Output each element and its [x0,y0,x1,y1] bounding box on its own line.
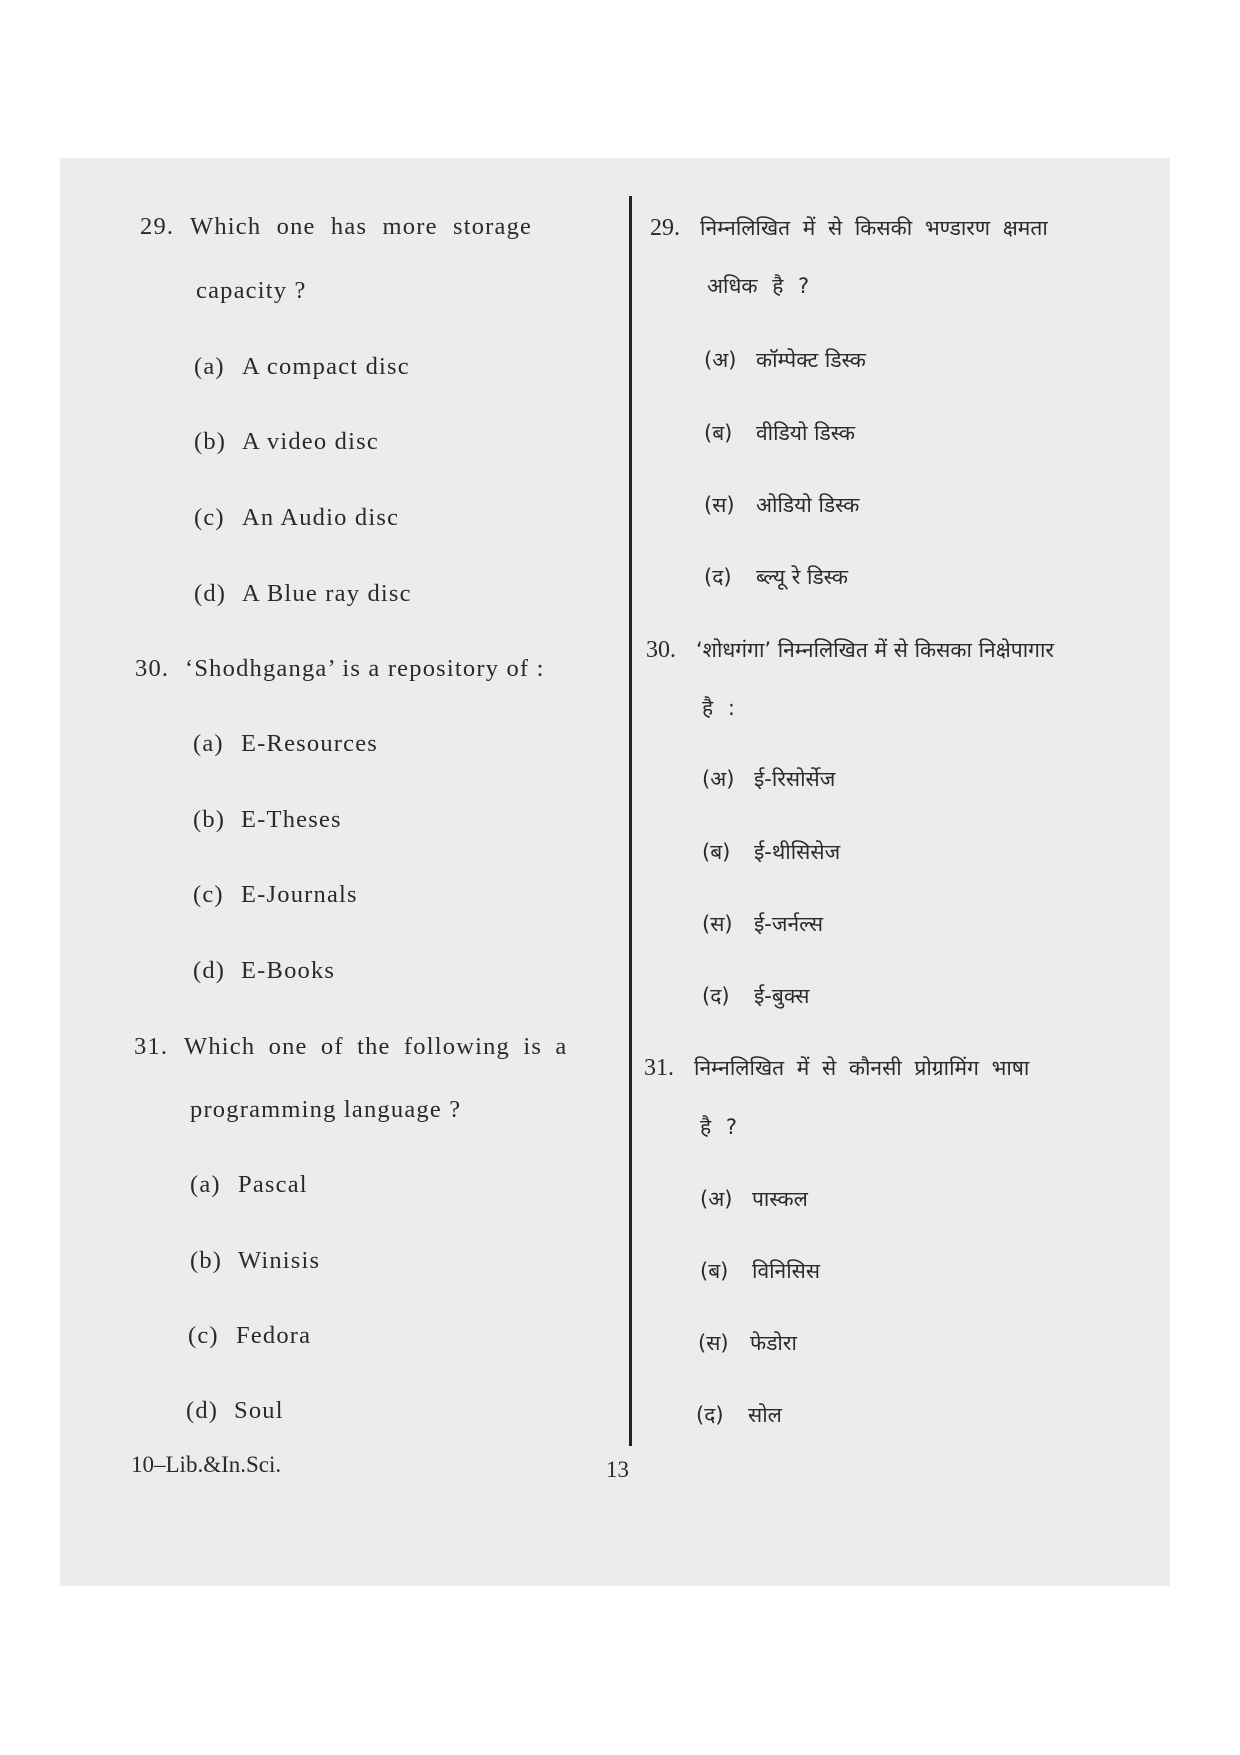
option-b: (ब) वीडियो डिस्क [704,421,856,445]
option-b: (ब) विनिसिस [700,1259,821,1283]
option-d: (d) Soul [186,1397,284,1424]
question-text: ‘Shodhganga’ is a repository of : [185,655,545,682]
option-b: (ब) ई-थीसिसेज [702,840,841,864]
question-29-hi-line2: अधिक है ? [707,274,810,298]
question-text: निम्नलिखित में से कौनसी प्रोग्रामिंग भाषा [694,1056,1030,1080]
option-b: (b) E-Theses [193,806,342,833]
question-text: Which one has more storage [190,213,533,240]
question-31-en-line2: programming language ? [190,1096,462,1123]
option-a: (a) Pascal [190,1171,308,1198]
option-d: (द) ब्ल्यू रे डिस्क [704,565,848,589]
question-number: 30. [135,655,170,682]
question-29-en-line2: capacity ? [196,277,307,304]
subject-code: 10–Lib.&In.Sci. [131,1452,282,1477]
column-divider [629,196,632,1446]
question-30-en [135,655,545,683]
option-d: (द) सोल [696,1403,782,1427]
option-a: (अ) ई-रिसोर्सेज [702,767,836,791]
option-c: (c) E-Journals [193,881,358,908]
question-number: 29. [140,213,175,240]
option-c: (c) Fedora [188,1322,312,1349]
option-d: (द) ई-बुक्स [702,984,810,1008]
question-number: 31. [644,1055,674,1081]
question-31-hi [644,1054,1029,1082]
question-29-en [140,213,532,241]
option-d: (d) A Blue ray disc [194,580,412,607]
question-30-hi-line2: है : [702,696,735,720]
option-b: (b) Winisis [190,1247,321,1274]
page-number: 13 [606,1457,629,1482]
option-a: (अ) पास्कल [700,1187,808,1211]
question-number: 31. [134,1033,169,1060]
question-text: Which one of the following is a [184,1033,568,1060]
option-d: (d) E-Books [193,957,336,984]
option-a: (a) E-Resources [193,730,379,757]
option-a: (अ) कॉम्पेक्ट डिस्क [704,348,866,372]
option-c: (c) An Audio disc [194,504,400,531]
question-text: ‘शोधगंगा’ निम्नलिखित में से किसका निक्षेपागार [696,638,1054,662]
question-number: 30. [646,637,676,663]
question-29-hi [650,214,1048,242]
option-a: (a) A compact disc [194,353,410,380]
option-c: (स) फेडोरा [698,1331,797,1355]
option-c: (स) ई-जर्नल्स [702,912,824,936]
question-31-en [134,1033,567,1061]
option-c: (स) ओडियो डिस्क [704,493,860,517]
question-31-hi-line2: है ? [700,1115,737,1139]
question-number: 29. [650,215,680,241]
question-30-hi [646,636,1054,664]
option-b: (b) A video disc [194,428,379,455]
question-text: निम्नलिखित में से किसकी भण्डारण क्षमता [700,216,1048,240]
